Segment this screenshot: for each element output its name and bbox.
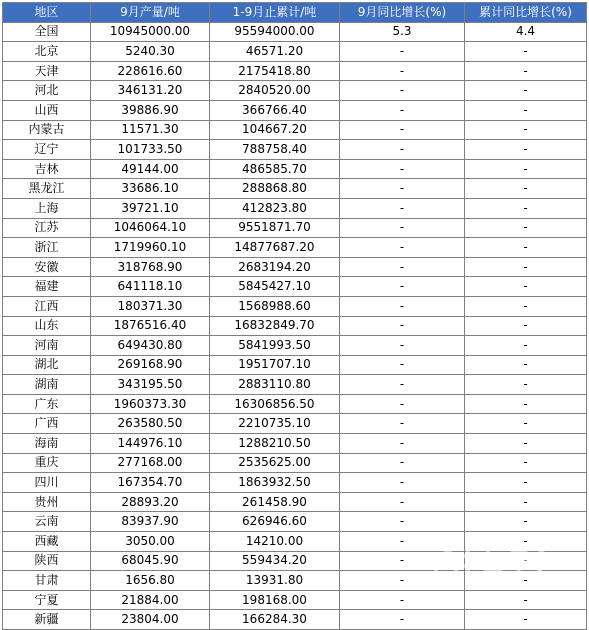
table-row <box>3 100 587 120</box>
table-row <box>3 81 587 101</box>
cell-cumulative-output: 166284.30 <box>210 610 340 630</box>
cell-monthly-output: 23804.00 <box>91 610 210 630</box>
cell-monthly-output: 277168.00 <box>91 453 210 473</box>
table-row <box>3 218 587 238</box>
cell-monthly-output: 101733.50 <box>91 140 210 160</box>
cell-monthly-growth: - <box>340 238 465 258</box>
cell-region: 广东 <box>3 394 91 414</box>
cell-region: 吉林 <box>3 159 91 179</box>
cell-region: 甘肃 <box>3 571 91 591</box>
cell-cumulative-growth: - <box>465 218 587 238</box>
cell-monthly-growth: - <box>340 375 465 395</box>
watermark-logo-icon <box>428 540 558 580</box>
cell-cumulative-growth: - <box>465 179 587 199</box>
cell-cumulative-growth: - <box>465 532 587 552</box>
cell-cumulative-growth: - <box>465 316 587 336</box>
cell-monthly-growth: - <box>340 61 465 81</box>
cell-cumulative-growth: - <box>465 610 587 630</box>
cell-cumulative-growth: - <box>465 336 587 356</box>
cell-monthly-growth: 5.3 <box>340 22 465 42</box>
table-row <box>3 140 587 160</box>
cell-region: 西藏 <box>3 532 91 552</box>
cell-cumulative-output: 104667.20 <box>210 120 340 140</box>
cell-region: 广西 <box>3 414 91 434</box>
cell-monthly-growth: - <box>340 394 465 414</box>
cell-cumulative-output: 2535625.00 <box>210 453 340 473</box>
cell-monthly-growth: - <box>340 100 465 120</box>
cell-cumulative-output: 198168.00 <box>210 590 340 610</box>
cell-region: 浙江 <box>3 238 91 258</box>
cell-region: 天津 <box>3 61 91 81</box>
cell-cumulative-output: 14877687.20 <box>210 238 340 258</box>
cell-region: 北京 <box>3 42 91 62</box>
cell-monthly-output: 343195.50 <box>91 375 210 395</box>
cell-monthly-growth: - <box>340 120 465 140</box>
cell-region: 江西 <box>3 296 91 316</box>
cell-cumulative-growth: 4.4 <box>465 22 587 42</box>
cell-cumulative-growth: - <box>465 551 587 571</box>
header-row <box>3 3 587 23</box>
table-row <box>3 336 587 356</box>
cell-region: 河北 <box>3 81 91 101</box>
cell-region: 福建 <box>3 277 91 297</box>
table-row <box>3 296 587 316</box>
cell-region: 四川 <box>3 473 91 493</box>
header-cumulative-output: 1-9月止累计/吨 <box>210 3 340 23</box>
header-monthly-output: 9月产量/吨 <box>91 3 210 23</box>
cell-monthly-output: 1719960.10 <box>91 238 210 258</box>
cell-monthly-growth: - <box>340 198 465 218</box>
cell-cumulative-growth: - <box>465 473 587 493</box>
cell-monthly-output: 68045.90 <box>91 551 210 571</box>
cell-monthly-output: 83937.90 <box>91 512 210 532</box>
cell-cumulative-growth: - <box>465 120 587 140</box>
cell-cumulative-growth: - <box>465 198 587 218</box>
cell-monthly-output: 1046064.10 <box>91 218 210 238</box>
cell-cumulative-growth: - <box>465 61 587 81</box>
table-row <box>3 120 587 140</box>
cell-cumulative-growth: - <box>465 277 587 297</box>
cell-monthly-output: 28893.20 <box>91 492 210 512</box>
cell-monthly-growth: - <box>340 42 465 62</box>
cell-cumulative-growth: - <box>465 257 587 277</box>
cell-monthly-output: 10945000.00 <box>91 22 210 42</box>
table-row <box>3 42 587 62</box>
cell-cumulative-growth: - <box>465 355 587 375</box>
cell-monthly-output: 1960373.30 <box>91 394 210 414</box>
cell-cumulative-output: 559434.20 <box>210 551 340 571</box>
cell-cumulative-output: 2175418.80 <box>210 61 340 81</box>
cell-monthly-output: 11571.30 <box>91 120 210 140</box>
cell-cumulative-output: 1568988.60 <box>210 296 340 316</box>
header-cumulative-growth: 累计同比增长(%) <box>465 3 587 23</box>
cell-cumulative-output: 9551871.70 <box>210 218 340 238</box>
cell-cumulative-growth: - <box>465 140 587 160</box>
cell-monthly-growth: - <box>340 551 465 571</box>
cell-cumulative-output: 261458.90 <box>210 492 340 512</box>
cell-cumulative-output: 366766.40 <box>210 100 340 120</box>
cell-cumulative-output: 626946.60 <box>210 512 340 532</box>
cell-monthly-output: 39721.10 <box>91 198 210 218</box>
table-row <box>3 198 587 218</box>
table-row <box>3 159 587 179</box>
cell-monthly-growth: - <box>340 571 465 591</box>
cell-monthly-growth: - <box>340 81 465 101</box>
cell-monthly-output: 641118.10 <box>91 277 210 297</box>
cell-region: 山东 <box>3 316 91 336</box>
cell-region: 陕西 <box>3 551 91 571</box>
cell-cumulative-output: 2883110.80 <box>210 375 340 395</box>
cell-cumulative-growth: - <box>465 238 587 258</box>
cell-region: 山西 <box>3 100 91 120</box>
cell-region: 全国 <box>3 22 91 42</box>
cell-monthly-output: 21884.00 <box>91 590 210 610</box>
cell-cumulative-output: 5841993.50 <box>210 336 340 356</box>
cell-monthly-growth: - <box>340 218 465 238</box>
cell-cumulative-growth: - <box>465 81 587 101</box>
table-row <box>3 492 587 512</box>
cell-region: 重庆 <box>3 453 91 473</box>
table-row <box>3 179 587 199</box>
table-row <box>3 610 587 630</box>
cell-monthly-output: 144976.10 <box>91 434 210 454</box>
cell-monthly-output: 346131.20 <box>91 81 210 101</box>
cell-cumulative-growth: - <box>465 492 587 512</box>
cell-cumulative-growth: - <box>465 571 587 591</box>
cell-monthly-growth: - <box>340 453 465 473</box>
cell-monthly-output: 5240.30 <box>91 42 210 62</box>
cell-cumulative-growth: - <box>465 296 587 316</box>
cell-region: 海南 <box>3 434 91 454</box>
cell-cumulative-output: 16306856.50 <box>210 394 340 414</box>
cell-cumulative-growth: - <box>465 159 587 179</box>
table-row <box>3 257 587 277</box>
cell-region: 上海 <box>3 198 91 218</box>
cell-monthly-growth: - <box>340 512 465 532</box>
cell-region: 内蒙古 <box>3 120 91 140</box>
cell-monthly-growth: - <box>340 473 465 493</box>
table-row <box>3 355 587 375</box>
cell-monthly-output: 180371.30 <box>91 296 210 316</box>
cell-monthly-growth: - <box>340 316 465 336</box>
cell-monthly-output: 1656.80 <box>91 571 210 591</box>
cell-monthly-growth: - <box>340 434 465 454</box>
cell-cumulative-output: 288868.80 <box>210 179 340 199</box>
cell-region: 新疆 <box>3 610 91 630</box>
cell-cumulative-output: 1951707.10 <box>210 355 340 375</box>
table-row <box>3 22 587 42</box>
cell-region: 贵州 <box>3 492 91 512</box>
table-row <box>3 414 587 434</box>
cell-region: 安徽 <box>3 257 91 277</box>
cell-monthly-growth: - <box>340 336 465 356</box>
table-row <box>3 453 587 473</box>
header-monthly-growth: 9月同比增长(%) <box>340 3 465 23</box>
table-row <box>3 434 587 454</box>
cell-cumulative-output: 788758.40 <box>210 140 340 160</box>
cell-monthly-growth: - <box>340 257 465 277</box>
table-row <box>3 238 587 258</box>
cell-monthly-output: 649430.80 <box>91 336 210 356</box>
cell-region: 湖北 <box>3 355 91 375</box>
cell-monthly-output: 33686.10 <box>91 179 210 199</box>
table-row <box>3 394 587 414</box>
cell-cumulative-growth: - <box>465 42 587 62</box>
cell-cumulative-output: 2683194.20 <box>210 257 340 277</box>
cell-cumulative-output: 14210.00 <box>210 532 340 552</box>
cell-monthly-growth: - <box>340 159 465 179</box>
table-row <box>3 61 587 81</box>
cell-cumulative-output: 2210735.10 <box>210 414 340 434</box>
header-region: 地区 <box>3 3 91 23</box>
table-row <box>3 316 587 336</box>
cell-cumulative-output: 46571.20 <box>210 42 340 62</box>
cell-cumulative-growth: - <box>465 590 587 610</box>
cell-monthly-growth: - <box>340 590 465 610</box>
cell-region: 辽宁 <box>3 140 91 160</box>
cell-cumulative-output: 486585.70 <box>210 159 340 179</box>
cell-monthly-output: 39886.90 <box>91 100 210 120</box>
cell-cumulative-growth: - <box>465 375 587 395</box>
cell-cumulative-output: 13931.80 <box>210 571 340 591</box>
cell-monthly-output: 167354.70 <box>91 473 210 493</box>
cell-region: 宁夏 <box>3 590 91 610</box>
cell-monthly-growth: - <box>340 492 465 512</box>
cell-monthly-output: 269168.90 <box>91 355 210 375</box>
table-row <box>3 277 587 297</box>
cell-region: 河南 <box>3 336 91 356</box>
cell-cumulative-growth: - <box>465 512 587 532</box>
cell-monthly-growth: - <box>340 296 465 316</box>
cell-cumulative-growth: - <box>465 100 587 120</box>
table-row <box>3 590 587 610</box>
table-row <box>3 375 587 395</box>
cell-monthly-output: 1876516.40 <box>91 316 210 336</box>
cell-monthly-growth: - <box>340 355 465 375</box>
cell-monthly-growth: - <box>340 277 465 297</box>
cell-cumulative-growth: - <box>465 394 587 414</box>
cell-region: 湖南 <box>3 375 91 395</box>
cell-cumulative-output: 412823.80 <box>210 198 340 218</box>
cell-cumulative-growth: - <box>465 414 587 434</box>
cell-cumulative-output: 2840520.00 <box>210 81 340 101</box>
table-row <box>3 512 587 532</box>
cell-cumulative-growth: - <box>465 434 587 454</box>
cell-region: 黑龙江 <box>3 179 91 199</box>
cell-monthly-output: 3050.00 <box>91 532 210 552</box>
production-table <box>2 2 587 630</box>
cell-region: 江苏 <box>3 218 91 238</box>
table-row <box>3 473 587 493</box>
cell-cumulative-output: 1863932.50 <box>210 473 340 493</box>
cell-monthly-growth: - <box>340 532 465 552</box>
cell-monthly-output: 49144.00 <box>91 159 210 179</box>
cell-cumulative-growth: - <box>465 453 587 473</box>
cell-monthly-output: 263580.50 <box>91 414 210 434</box>
table-body <box>3 22 587 629</box>
cell-cumulative-output: 95594000.00 <box>210 22 340 42</box>
cell-monthly-growth: - <box>340 179 465 199</box>
cell-monthly-growth: - <box>340 610 465 630</box>
cell-cumulative-output: 16832849.70 <box>210 316 340 336</box>
cell-monthly-output: 318768.90 <box>91 257 210 277</box>
cell-cumulative-output: 5845427.10 <box>210 277 340 297</box>
cell-monthly-output: 228616.60 <box>91 61 210 81</box>
cell-monthly-growth: - <box>340 140 465 160</box>
cell-region: 云南 <box>3 512 91 532</box>
cell-cumulative-output: 1288210.50 <box>210 434 340 454</box>
cell-monthly-growth: - <box>340 414 465 434</box>
